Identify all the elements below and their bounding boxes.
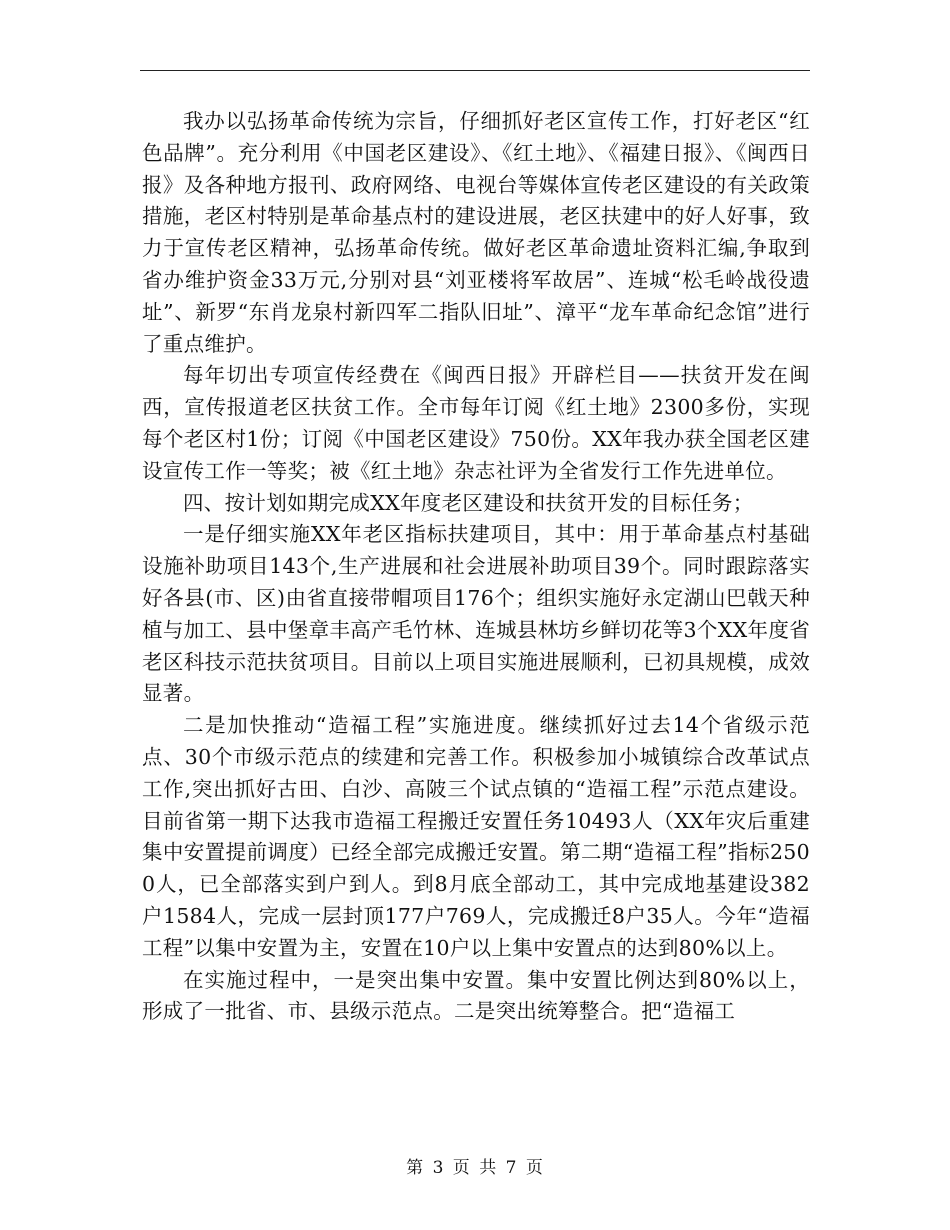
page-number-footer: 第 3 页 共 7 页 xyxy=(406,1158,544,1178)
paragraph-projects: 一是仔细实施XX年老区指标扶建项目，其中：用于革命基点村基础设施补助项目143个,生产进展和社会进展补助项目39个。同时跟踪落实好各县(市、区)由省直接带帽项目176个；组织实施好永定湖山巴戟天种植与加工、县中堡章丰高产毛竹林、连城县林坊乡鲜切花等3个XX年度省老区科技示范扶贫项目。目前以上项目实施进展顺利，已初具规模，成效显著。 xyxy=(142,522,810,706)
paragraph-implementation: 在实施过程中，一是突出集中安置。集中安置比例达到80%以上，形成了一批省、市、县级示范点。二是突出统筹整合。把“造福工 xyxy=(142,967,810,1024)
paragraph-publicity: 我办以弘扬革命传统为宗旨，仔细抓好老区宣传工作，打好老区“红色品牌”。充分利用《中国老区建设》、《红土地》、《福建日报》、《闽西日报》及各种地方报刊、政府网络、电视台等媒体宣传老区建设的有关政策措施，老区村特别是革命基点村的建设进展，老区扶建中的好人好事，致力于宣传老区精神，弘扬革命传统。做好老区革命遗址资料汇编,争取到省办维护资金33万元,分别对县“刘亚楼将军故居”、连城“松毛岭战役遗址”、新罗“东肖龙泉村新四军二指队旧址”、漳平“龙车革命纪念馆”进行了重点维护。 xyxy=(142,109,810,356)
header-rule xyxy=(140,70,810,71)
paragraph-section-four-heading: 四、按计划如期完成XX年度老区建设和扶贫开发的目标任务； xyxy=(183,490,754,515)
paragraph-fortune-project: 二是加快推动“造福工程”实施进度。继续抓好过去14个省级示范点、30个市级示范点的续建和完善工作。积极参加小城镇综合改革试点工作,突出抓好古田、白沙、高陂三个试点镇的“造福工程”示范点建设。目前省第一期下达我市造福工程搬迁安置任务10493人（XX年灾后重建集中安置提前调度）已经全部完成搬迁安置。第二期“造福工程”指标2500人，已全部落实到户到人。到8月底全部动工，其中完成地基建设382户1584人，完成一层封顶177户769人，完成搬迁8户35人。今年“造福工程”以集中安置为主，安置在10户以上集中安置点的达到80%以上。 xyxy=(142,713,810,960)
paragraph-funding: 每年切出专项宣传经费在《闽西日报》开辟栏目——扶贫开发在闽西，宣传报道老区扶贫工作。全市每年订阅《红土地》2300多份，实现每个老区村1份；订阅《中国老区建设》750份。XX年我办获全国老区建设宣传工作一等奖；被《红土地》杂志社评为全省发行工作先进单位。 xyxy=(142,363,810,483)
document-body xyxy=(142,106,810,1028)
